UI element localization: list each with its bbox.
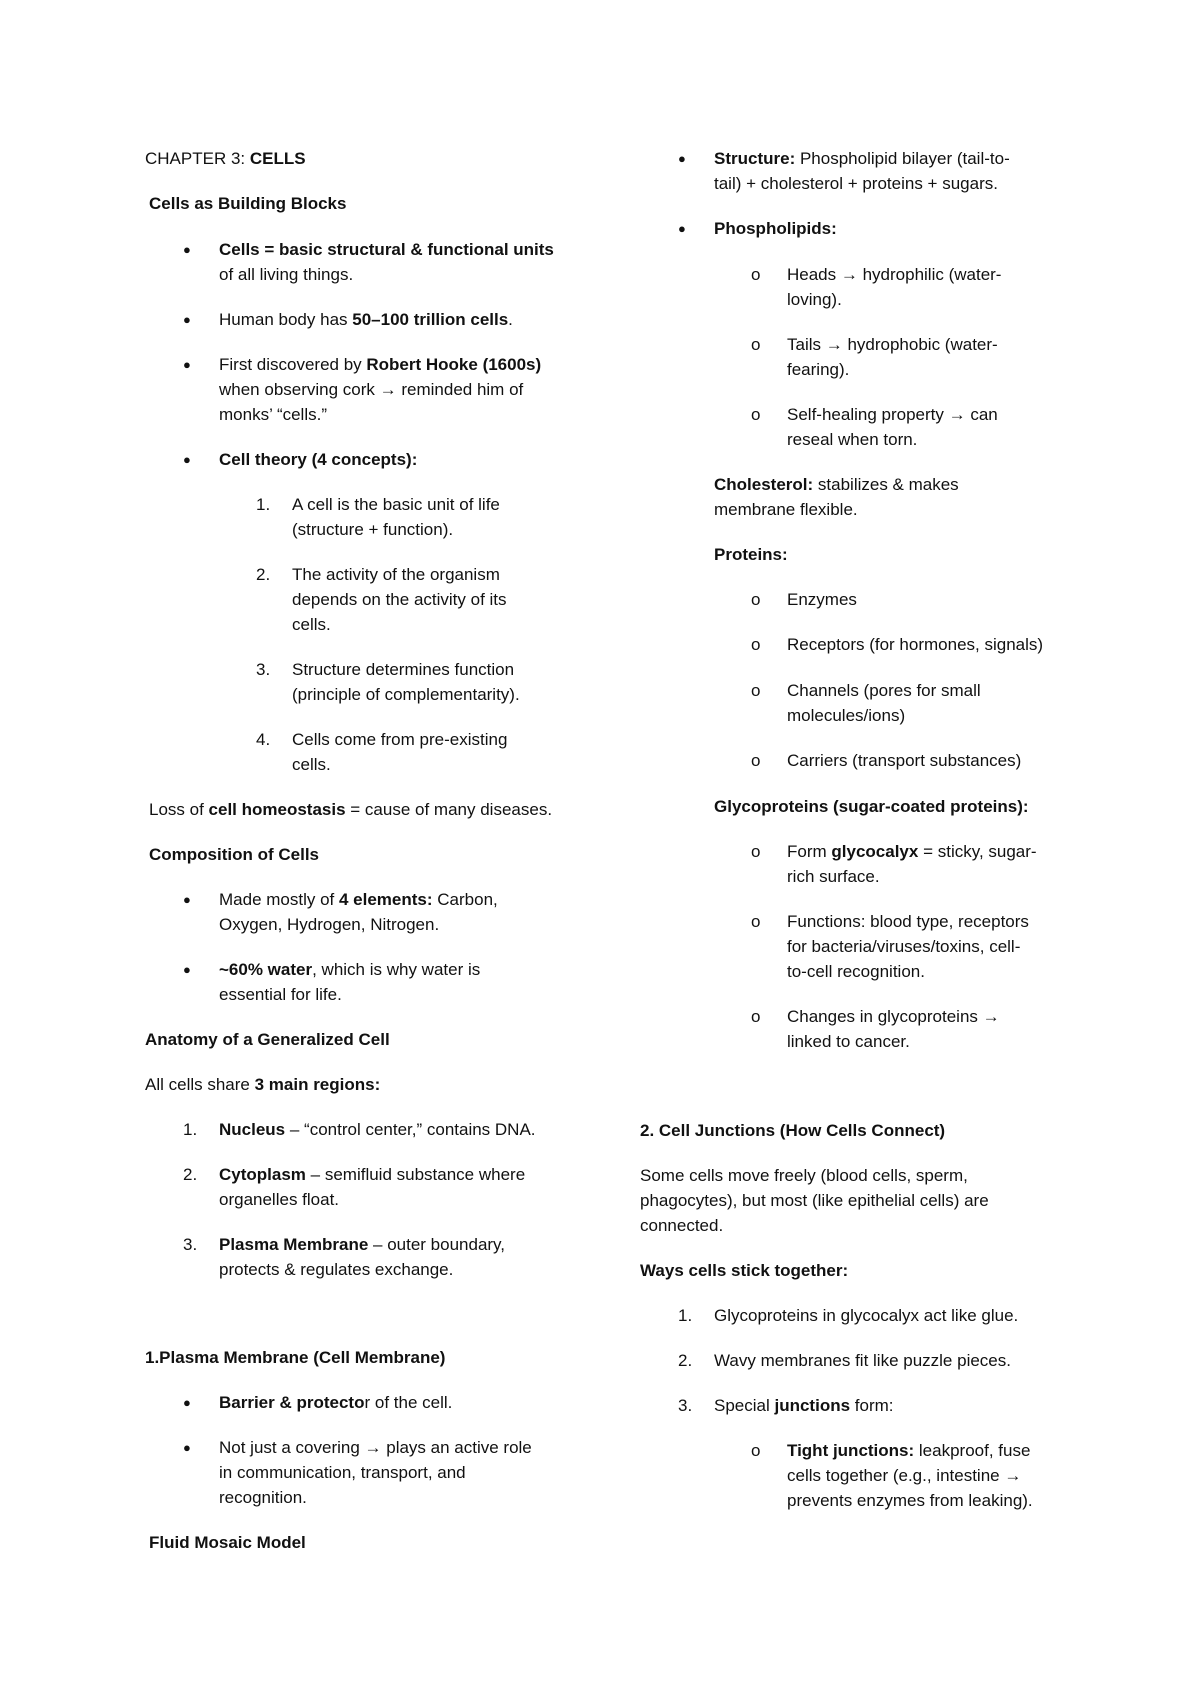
- bullet-marker: ●: [183, 962, 191, 977]
- circle-marker: o: [751, 405, 761, 424]
- circle-marker: o: [751, 635, 761, 654]
- list-number: 3.: [678, 1396, 693, 1415]
- list-number: 2.: [678, 1351, 693, 1370]
- list-item: Human body has 50–100 trillion cells.: [219, 310, 513, 329]
- list-item: First discovered by Robert Hooke (1600s): [219, 355, 542, 374]
- list-item: Not just a covering → plays an active role: [219, 1438, 532, 1457]
- list-number: 4.: [256, 730, 271, 749]
- bullet-marker: ●: [183, 357, 191, 372]
- list-number: 2.: [183, 1165, 198, 1184]
- list-item: Made mostly of 4 elements: Carbon,: [219, 890, 498, 909]
- list-item-cont: (structure + function).: [292, 520, 454, 539]
- list-item: Barrier & protector of the cell.: [219, 1393, 453, 1412]
- list-item-cont: organelles float.: [219, 1190, 340, 1209]
- list-item: Receptors (for hormones, signals): [787, 635, 1044, 654]
- circle-marker: o: [751, 912, 761, 931]
- list-item-cont: Oxygen, Hydrogen, Nitrogen.: [219, 915, 440, 934]
- list-item-cont: molecules/ions): [787, 706, 906, 725]
- list-item: Changes in glycoproteins →: [787, 1007, 1000, 1026]
- list-item-cont: when observing cork → reminded him of: [219, 380, 524, 399]
- paragraph: Cholesterol: stabilizes & makes: [714, 475, 959, 494]
- bullet-marker: ●: [678, 151, 686, 166]
- list-item: Functions: blood type, receptors: [787, 912, 1029, 931]
- heading-building-blocks: Cells as Building Blocks: [149, 194, 347, 213]
- list-item: Special junctions form:: [714, 1396, 894, 1415]
- list-item: Structure: Phospholipid bilayer (tail-to-: [714, 149, 1010, 168]
- bullet-marker: ●: [183, 1440, 191, 1455]
- list-item: Nucleus – “control center,” contains DNA.: [219, 1120, 536, 1139]
- list-item-cont: prevents enzymes from leaking).: [787, 1491, 1033, 1510]
- list-item-cont: cells.: [292, 615, 331, 634]
- paragraph: All cells share 3 main regions:: [145, 1075, 381, 1094]
- list-number: 3.: [183, 1235, 198, 1254]
- list-number: 2.: [256, 565, 271, 584]
- list-item-cont: of all living things.: [219, 265, 354, 284]
- list-item: Form glycocalyx = sticky, sugar-: [787, 842, 1037, 861]
- circle-marker: o: [751, 265, 761, 284]
- list-item-cont: essential for life.: [219, 985, 342, 1004]
- list-item-cont: rich surface.: [787, 867, 880, 886]
- circle-marker: o: [751, 1441, 761, 1460]
- circle-marker: o: [751, 1007, 761, 1026]
- heading-composition: Composition of Cells: [149, 845, 319, 864]
- heading-ways: Ways cells stick together:: [640, 1261, 849, 1280]
- heading-glycoproteins: Glycoproteins (sugar-coated proteins):: [714, 797, 1029, 816]
- list-item-cont: tail) + cholesterol + proteins + sugars.: [714, 174, 998, 193]
- list-item-cont: linked to cancer.: [787, 1032, 910, 1051]
- heading-anatomy: Anatomy of a Generalized Cell: [145, 1030, 390, 1049]
- list-item: Self-healing property → can: [787, 405, 998, 424]
- heading-plasma-membrane: 1.Plasma Membrane (Cell Membrane): [145, 1348, 446, 1367]
- list-item-cont: protects & regulates exchange.: [219, 1260, 454, 1279]
- list-item-cont: reseal when torn.: [787, 430, 918, 449]
- list-item: Cells = basic structural & functional units: [219, 240, 554, 259]
- bullet-marker: ●: [678, 221, 686, 236]
- list-item: Tails → hydrophobic (water-: [787, 335, 998, 354]
- bullet-marker: ●: [183, 242, 191, 257]
- list-item-cont: monks’ “cells.”: [219, 405, 327, 424]
- list-item-cont: cells together (e.g., intestine →: [787, 1466, 1022, 1485]
- list-item: Glycoproteins in glycocalyx act like glue.: [714, 1306, 1019, 1325]
- list-item: Wavy membranes fit like puzzle pieces.: [714, 1351, 1011, 1370]
- bullet-marker: ●: [183, 1395, 191, 1410]
- list-item-cont: recognition.: [219, 1488, 307, 1507]
- list-number: 3.: [256, 660, 271, 679]
- heading-cell-junctions: 2. Cell Junctions (How Cells Connect): [640, 1121, 946, 1140]
- circle-marker: o: [751, 751, 761, 770]
- circle-marker: o: [751, 681, 761, 700]
- paragraph-cont: membrane flexible.: [714, 500, 858, 519]
- list-item: Phospholipids:: [714, 219, 837, 238]
- paragraph: Some cells move freely (blood cells, sperm,: [640, 1166, 968, 1185]
- list-item-cont: for bacteria/viruses/toxins, cell-: [787, 937, 1021, 956]
- list-item: A cell is the basic unit of life: [292, 495, 500, 514]
- list-item: ~60% water, which is why water is: [219, 960, 481, 979]
- list-item: Heads → hydrophilic (water-: [787, 265, 1002, 284]
- heading-fluid-mosaic: Fluid Mosaic Model: [149, 1533, 306, 1552]
- list-item: Structure determines function: [292, 660, 515, 679]
- list-item: Cell theory (4 concepts):: [219, 450, 418, 469]
- list-item-cont: loving).: [787, 290, 842, 309]
- list-item-cont: depends on the activity of its: [292, 590, 507, 609]
- paragraph-cont: phagocytes), but most (like epithelial cells) are: [640, 1191, 989, 1210]
- list-number: 1.: [256, 495, 271, 514]
- bullet-marker: ●: [183, 312, 191, 327]
- circle-marker: o: [751, 335, 761, 354]
- list-item: Cytoplasm – semifluid substance where: [219, 1165, 526, 1184]
- chapter-title: CHAPTER 3: CELLS: [145, 149, 306, 168]
- list-number: 1.: [183, 1120, 198, 1139]
- list-item: Channels (pores for small: [787, 681, 981, 700]
- list-item: Enzymes: [787, 590, 857, 609]
- list-item: Carriers (transport substances): [787, 751, 1022, 770]
- list-item-cont: (principle of complementarity).: [292, 685, 520, 704]
- circle-marker: o: [751, 842, 761, 861]
- list-item: The activity of the organism: [292, 565, 500, 584]
- list-item-cont: cells.: [292, 755, 331, 774]
- list-item-cont: fearing).: [787, 360, 850, 379]
- bullet-marker: ●: [183, 892, 191, 907]
- list-number: 1.: [678, 1306, 693, 1325]
- bullet-marker: ●: [183, 452, 191, 467]
- list-item: Tight junctions: leakproof, fuse: [787, 1441, 1031, 1460]
- paragraph-cont: connected.: [640, 1216, 724, 1235]
- list-item: Plasma Membrane – outer boundary,: [219, 1235, 506, 1254]
- heading-proteins: Proteins:: [714, 545, 788, 564]
- list-item-cont: to-cell recognition.: [787, 962, 925, 981]
- list-item-cont: in communication, transport, and: [219, 1463, 466, 1482]
- paragraph: Loss of cell homeostasis = cause of many diseases.: [149, 800, 553, 819]
- circle-marker: o: [751, 590, 761, 609]
- list-item: Cells come from pre-existing: [292, 730, 508, 749]
